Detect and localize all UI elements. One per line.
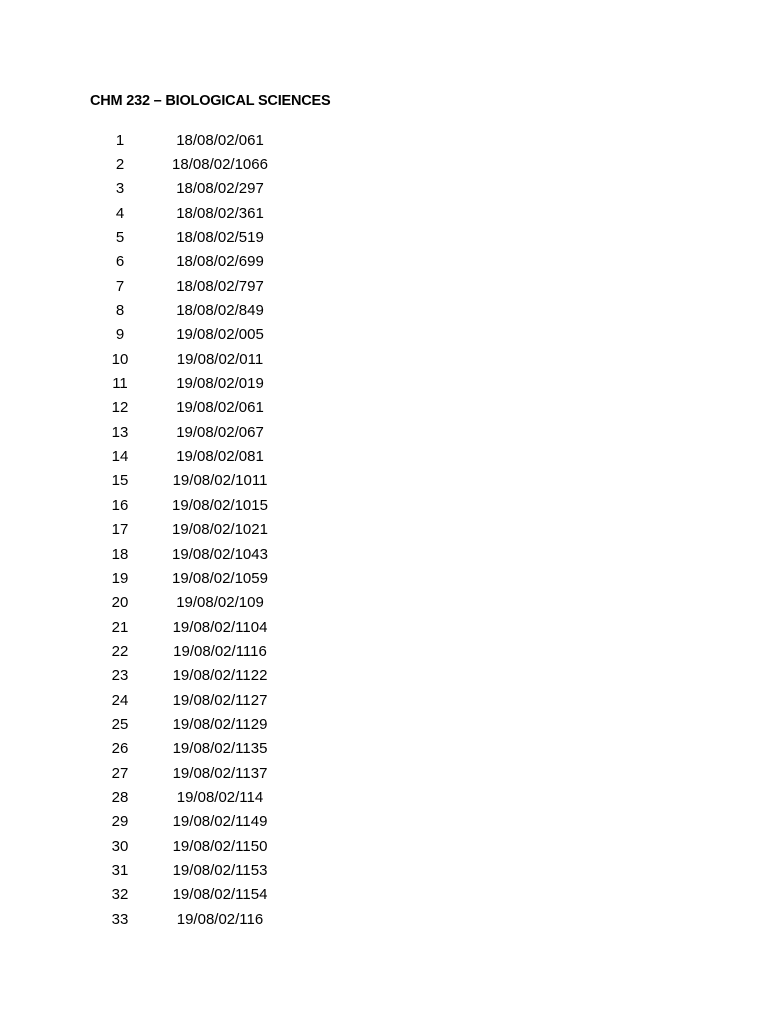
matric-number: 19/08/02/1122 xyxy=(172,667,268,685)
row-number: 32 xyxy=(111,886,129,904)
list-item xyxy=(100,810,300,834)
row-number: 10 xyxy=(111,350,129,368)
matric-number: 19/08/02/1129 xyxy=(172,715,268,733)
row-number: 24 xyxy=(111,691,129,709)
matric-number: 19/08/02/1116 xyxy=(173,642,267,660)
list-item xyxy=(100,883,300,907)
row-number: 14 xyxy=(111,448,129,466)
matric-number: 18/08/02/061 xyxy=(176,131,264,149)
list-item xyxy=(100,274,300,298)
row-number: 31 xyxy=(111,861,129,879)
matric-number: 19/08/02/1150 xyxy=(172,837,268,855)
list-item xyxy=(100,712,300,736)
row-number: 29 xyxy=(111,813,129,831)
row-number: 19 xyxy=(111,569,129,587)
matric-number: 19/08/02/114 xyxy=(176,788,264,806)
row-number: 22 xyxy=(111,642,129,660)
row-number: 21 xyxy=(111,618,129,636)
matric-number: 19/08/02/1011 xyxy=(172,472,268,490)
matric-number: 19/08/02/067 xyxy=(176,423,264,441)
list-item xyxy=(100,518,300,542)
list-item xyxy=(100,737,300,761)
list-item xyxy=(100,785,300,809)
row-number: 25 xyxy=(111,715,129,733)
matric-number: 19/08/02/005 xyxy=(176,326,264,344)
matric-number: 18/08/02/797 xyxy=(176,277,264,295)
matric-number: 19/08/02/1135 xyxy=(172,740,268,758)
list-item xyxy=(100,615,300,639)
matric-number: 19/08/02/1021 xyxy=(172,521,268,539)
matric-number: 19/08/02/1043 xyxy=(172,545,268,563)
list-item xyxy=(100,493,300,517)
list-item xyxy=(100,323,300,347)
row-number: 28 xyxy=(111,788,129,806)
row-number: 8 xyxy=(115,302,125,320)
row-number: 6 xyxy=(115,253,125,271)
matric-number-list xyxy=(100,128,300,931)
matric-number: 19/08/02/1137 xyxy=(172,764,268,782)
document-title: CHM 232 – BIOLOGICAL SCIENCES xyxy=(90,93,331,109)
list-item xyxy=(100,542,300,566)
list-item xyxy=(100,201,300,225)
matric-number: 18/08/02/1066 xyxy=(172,156,268,174)
list-item xyxy=(100,639,300,663)
matric-number: 19/08/02/1153 xyxy=(172,861,268,879)
row-number: 1 xyxy=(115,131,125,149)
row-number: 20 xyxy=(111,594,129,612)
matric-number: 18/08/02/361 xyxy=(176,204,264,222)
list-item xyxy=(100,177,300,201)
row-number: 7 xyxy=(115,277,125,295)
matric-number: 19/08/02/1127 xyxy=(172,691,268,709)
row-number: 13 xyxy=(111,423,129,441)
row-number: 5 xyxy=(115,229,125,247)
list-item xyxy=(100,688,300,712)
list-item xyxy=(100,834,300,858)
matric-number: 19/08/02/011 xyxy=(176,350,264,368)
list-item xyxy=(100,444,300,468)
matric-number: 19/08/02/081 xyxy=(176,448,264,466)
matric-number: 18/08/02/519 xyxy=(176,229,264,247)
matric-number: 19/08/02/109 xyxy=(176,594,264,612)
list-item xyxy=(100,152,300,176)
list-item xyxy=(100,250,300,274)
row-number: 9 xyxy=(115,326,125,344)
row-number: 3 xyxy=(115,180,125,198)
row-number: 12 xyxy=(111,399,129,417)
matric-number: 19/08/02/1059 xyxy=(172,569,268,587)
matric-number: 19/08/02/019 xyxy=(176,375,264,393)
matric-number: 19/08/02/1015 xyxy=(172,496,268,514)
row-number: 26 xyxy=(111,740,129,758)
row-number: 11 xyxy=(112,375,128,393)
matric-number: 18/08/02/849 xyxy=(176,302,264,320)
list-item xyxy=(100,298,300,322)
list-item xyxy=(100,420,300,444)
matric-number: 19/08/02/116 xyxy=(176,910,264,928)
list-item xyxy=(100,128,300,152)
row-number: 15 xyxy=(111,472,129,490)
row-number: 23 xyxy=(111,667,129,685)
list-item xyxy=(100,396,300,420)
list-item xyxy=(100,566,300,590)
row-number: 33 xyxy=(111,910,129,928)
row-number: 16 xyxy=(111,496,129,514)
row-number: 18 xyxy=(111,545,129,563)
list-item xyxy=(100,858,300,882)
list-item xyxy=(100,761,300,785)
row-number: 30 xyxy=(111,837,129,855)
row-number: 2 xyxy=(115,156,125,174)
list-item xyxy=(100,664,300,688)
list-item xyxy=(100,225,300,249)
list-item xyxy=(100,591,300,615)
matric-number: 18/08/02/699 xyxy=(176,253,264,271)
matric-number: 19/08/02/061 xyxy=(176,399,264,417)
matric-number: 19/08/02/1104 xyxy=(172,618,268,636)
row-number: 4 xyxy=(115,204,125,222)
matric-number: 19/08/02/1154 xyxy=(172,886,268,904)
row-number: 17 xyxy=(111,521,129,539)
list-item xyxy=(100,347,300,371)
row-number: 27 xyxy=(111,764,129,782)
list-item xyxy=(100,371,300,395)
list-item xyxy=(100,907,300,931)
list-item xyxy=(100,469,300,493)
matric-number: 19/08/02/1149 xyxy=(172,813,268,831)
matric-number: 18/08/02/297 xyxy=(176,180,264,198)
